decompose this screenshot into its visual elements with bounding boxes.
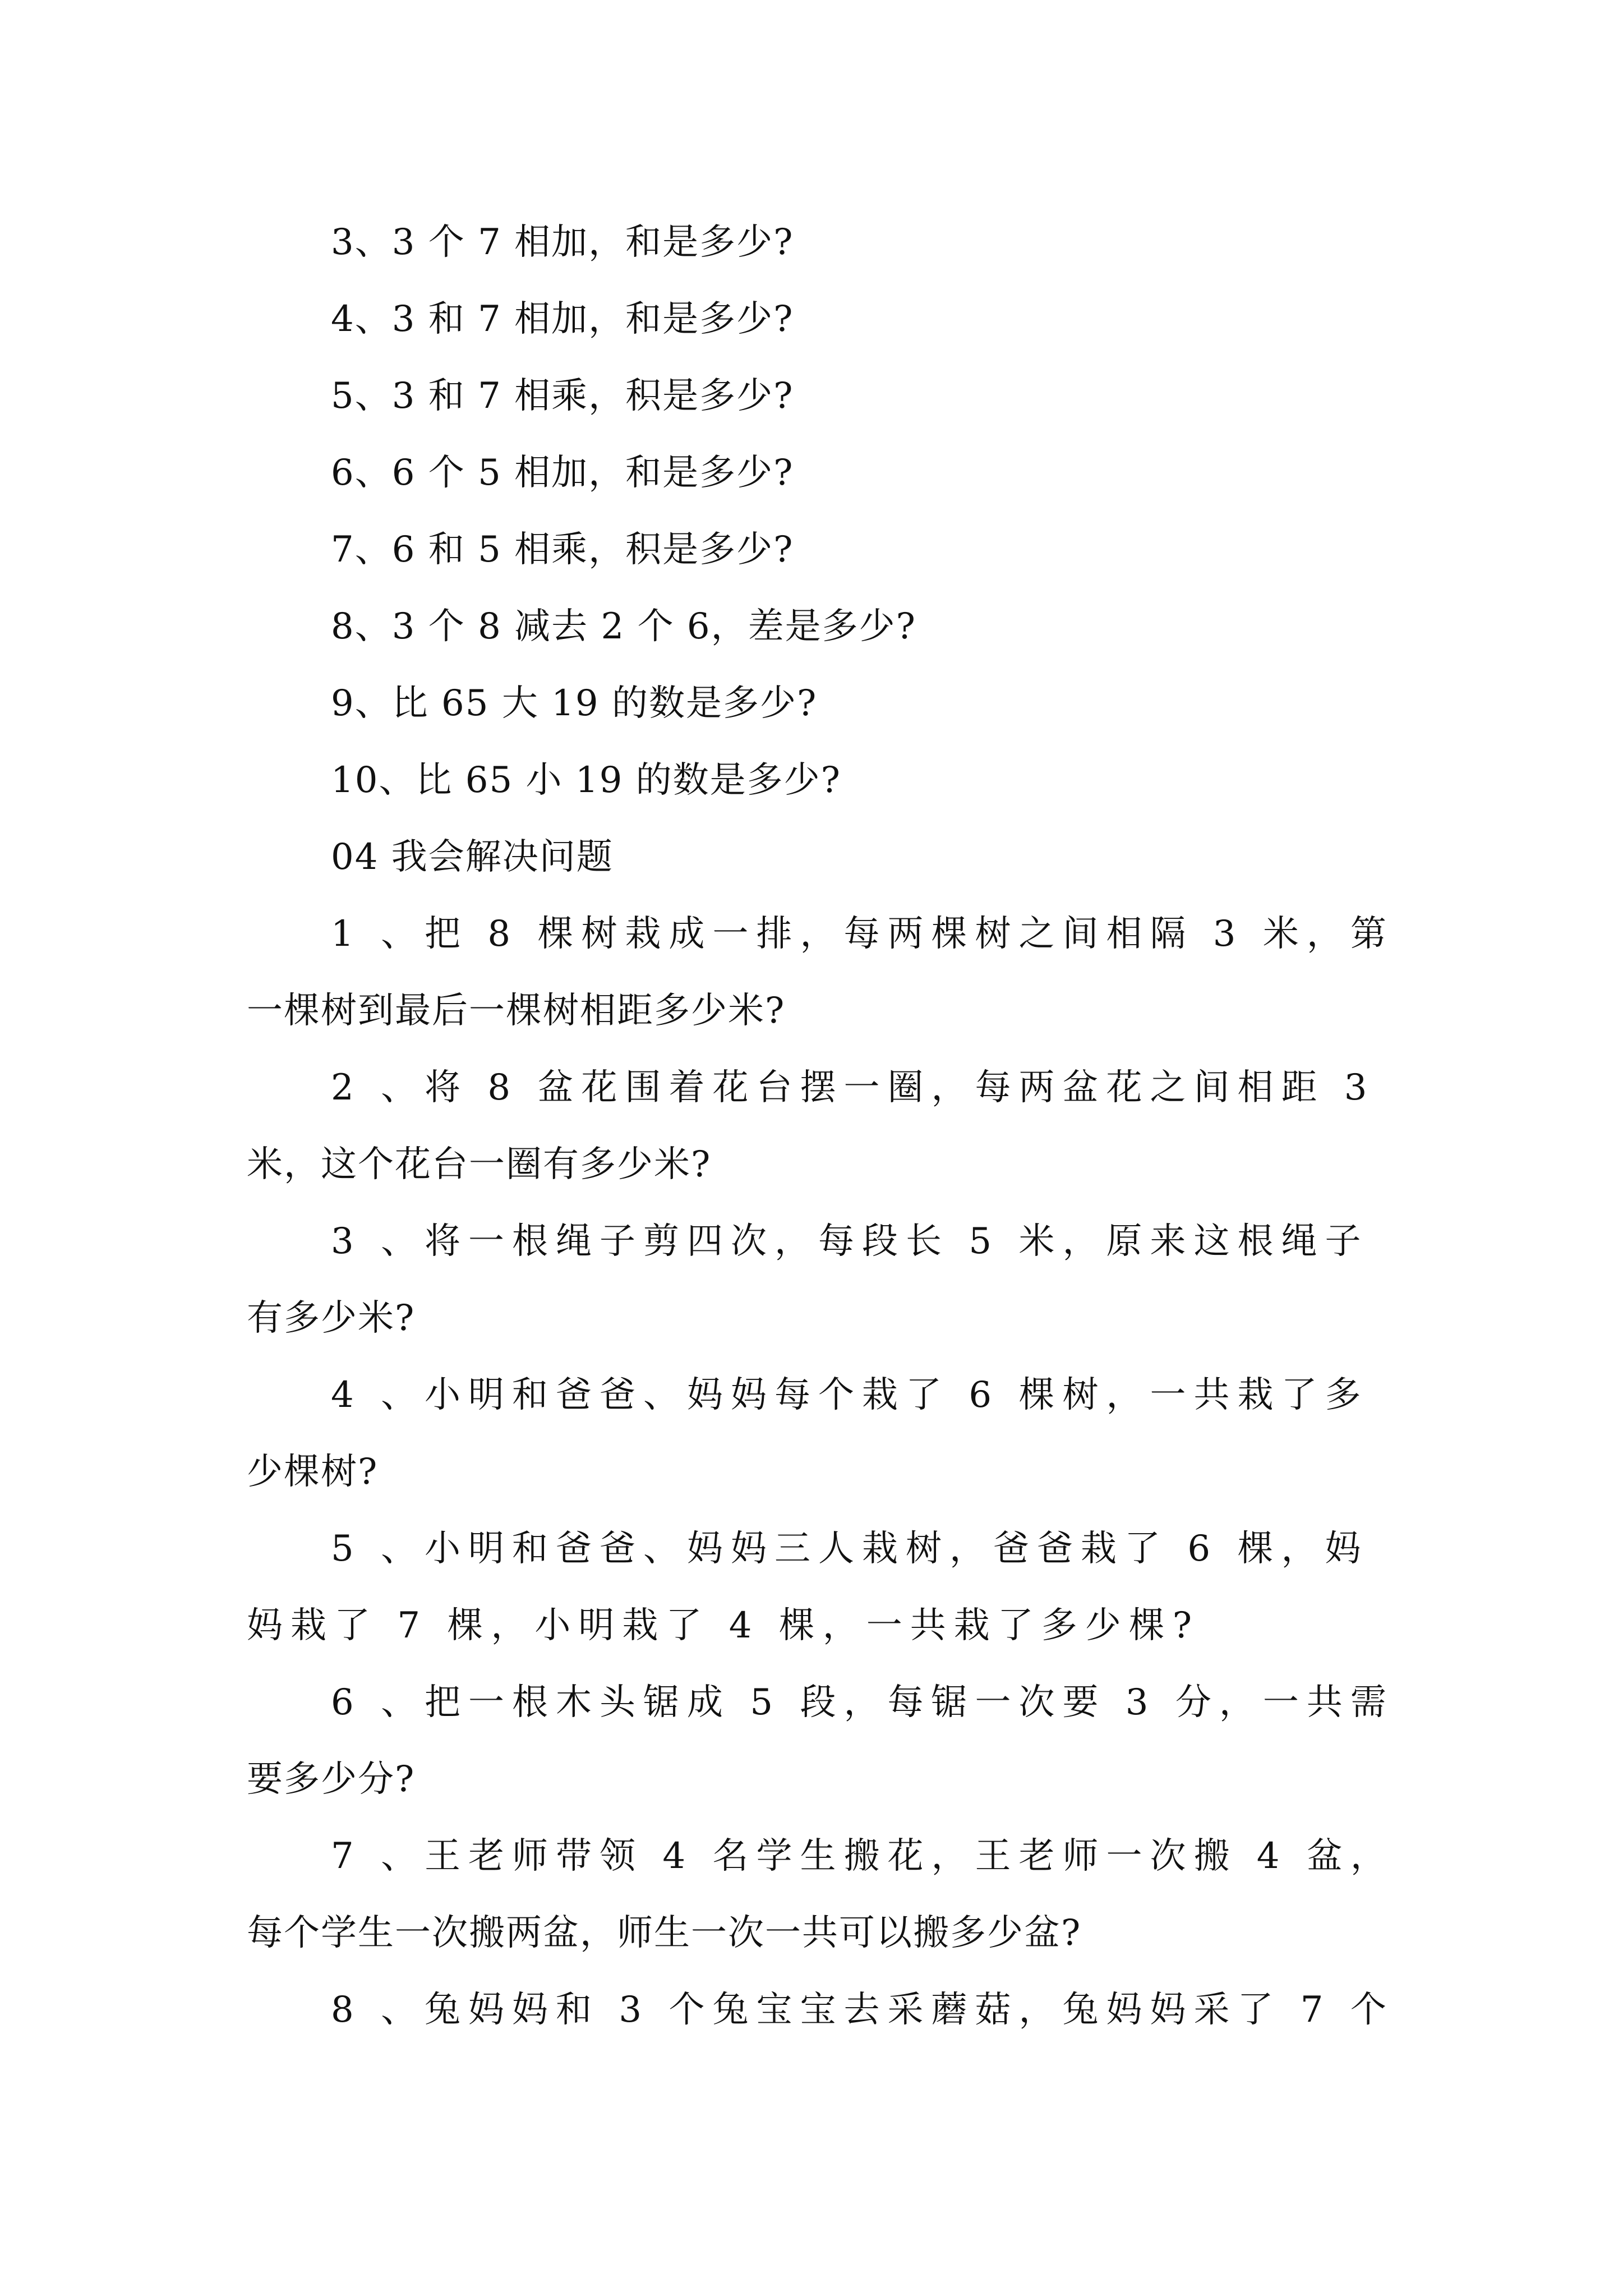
section-title: 04 我会解决问题 <box>331 836 614 878</box>
problem-5-line2: 妈栽了 7 棵，小明栽了 4 棵，一共栽了多少棵? <box>247 1605 1200 1646</box>
problem-7-line2: 每个学生一次搬两盆，师生一次一共可以搬多少盆? <box>247 1912 1082 1954</box>
question-3: 3、3 个 7 相加，和是多少? <box>331 222 794 263</box>
problem-5-line1: 5 、小明和爸爸、妈妈三人栽树，爸爸栽了 6 棵，妈 <box>331 1528 1369 1570</box>
problem-2-line2: 米，这个花台一圈有多少米? <box>247 1144 712 1185</box>
problem-6-line1: 6 、把一根木头锯成 5 段，每锯一次要 3 分，一共需 <box>331 1682 1394 1723</box>
problem-2-line1: 2 、将 8 盆花围着花台摆一圈，每两盆花之间相距 3 <box>331 1067 1375 1108</box>
problem-1-line1: 1 、把 8 棵树栽成一排，每两棵树之间相隔 3 米，第 <box>331 913 1394 955</box>
question-5: 5、3 和 7 相乘，积是多少? <box>331 375 794 417</box>
question-10: 10、比 65 小 19 的数是多少? <box>331 760 841 801</box>
problem-1-line2: 一棵树到最后一棵树相距多少米? <box>247 990 786 1032</box>
question-8: 8、3 个 8 减去 2 个 6，差是多少? <box>331 606 916 647</box>
problem-7-line1: 7 、王老师带领 4 名学生搬花，王老师一次搬 4 盆， <box>331 1835 1394 1877</box>
problem-8-line1: 8 、兔妈妈和 3 个兔宝宝去采蘑菇，兔妈妈采了 7 个 <box>331 1989 1394 2031</box>
problem-4-line1: 4 、小明和爸爸、妈妈每个栽了 6 棵树，一共栽了多 <box>331 1374 1369 1416</box>
problem-3-line2: 有多少米? <box>247 1297 416 1339</box>
question-6: 6、6 个 5 相加，和是多少? <box>331 452 794 494</box>
problem-6-line2: 要多少分? <box>247 1759 416 1800</box>
question-9: 9、比 65 大 19 的数是多少? <box>331 683 818 724</box>
problem-4-line2: 少棵树? <box>247 1451 379 1493</box>
question-7: 7、6 和 5 相乘，积是多少? <box>331 529 794 570</box>
problem-3-line1: 3 、将一根绳子剪四次，每段长 5 米，原来这根绳子 <box>331 1221 1369 1262</box>
question-4: 4、3 和 7 相加，和是多少? <box>331 298 794 340</box>
